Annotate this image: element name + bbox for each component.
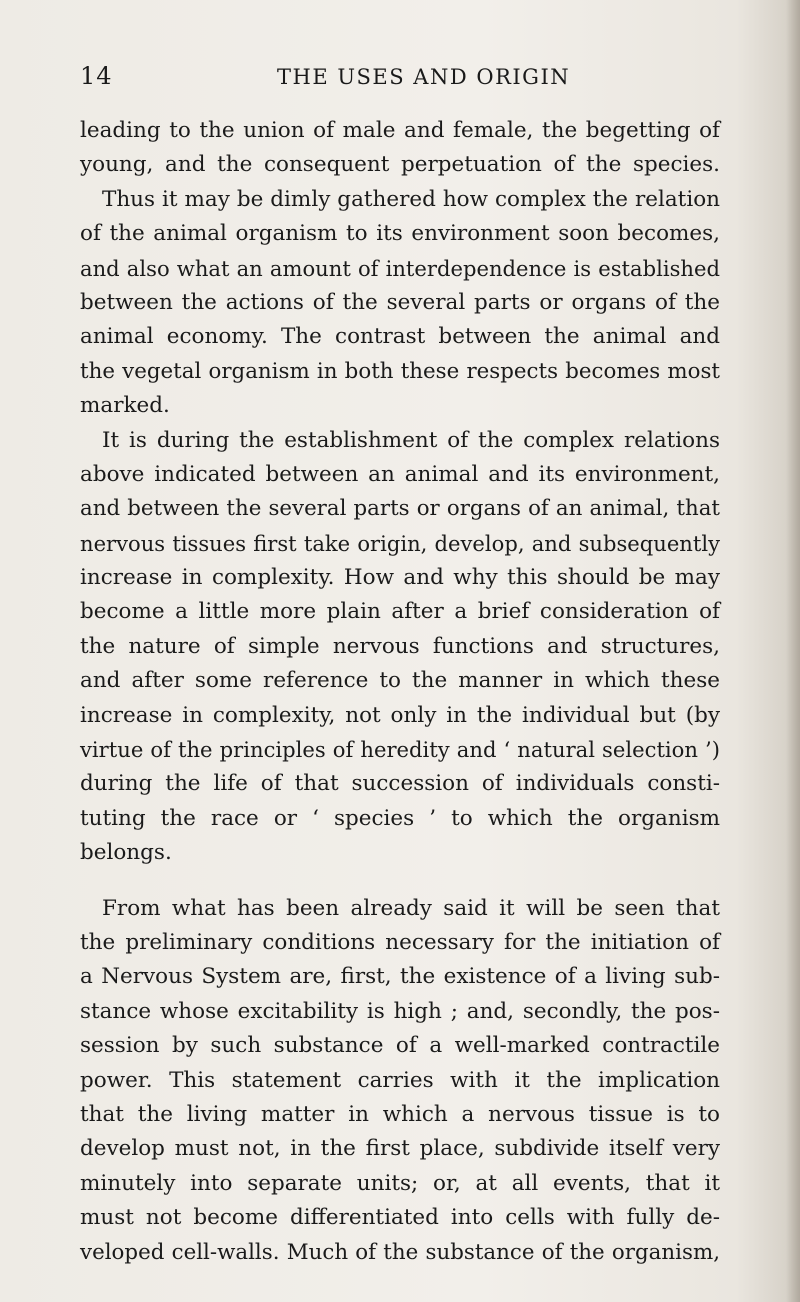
paragraph-1 (80, 114, 720, 424)
text-line: virtue of the principles of heredity and ‘ natural selection ’) (80, 737, 720, 763)
text-line: of the animal organism to its environment soon becomes, (80, 221, 720, 247)
text-line: power. This statement carries with it the implication (80, 1067, 720, 1093)
text-line: veloped cell-walls. Much of the substance of the organism, (80, 1239, 720, 1265)
text-line: increase in complexity. How and why this should be may (80, 565, 720, 591)
text-line: animal economy. The contrast between the animal and (80, 324, 720, 350)
page-edge-shadow (786, 0, 800, 1302)
page-header (80, 62, 720, 98)
text-line: and between the several parts or organs of an animal, that (80, 496, 720, 522)
body-text (80, 114, 720, 1270)
paragraph-2 (80, 424, 720, 871)
text-line: during the life of that succession of individuals consti- (80, 771, 720, 797)
running-head: THE USES AND ORIGIN (277, 65, 571, 89)
text-line: From what has been already said it will be seen that (102, 895, 720, 921)
text-line: and after some reference to the manner in which these (80, 668, 720, 694)
text-line: the vegetal organism in both these respects becomes most (80, 358, 720, 384)
text-line: session by such substance of a well-marked contractile (80, 1033, 720, 1059)
text-line: marked. (80, 393, 170, 419)
text-line: belongs. (80, 840, 172, 866)
text-line: that the living matter in which a nervous tissue is to (80, 1101, 720, 1127)
text-line: above indicated between an animal and its environment, (80, 461, 720, 487)
text-line: It is during the establishment of the complex relations (102, 427, 720, 453)
text-line: become a little more plain after a brief consideration of (80, 599, 720, 625)
text-line: a Nervous System are, first, the existence of a living sub- (80, 964, 720, 990)
text-line: increase in complexity, not only in the individual but (by (80, 702, 720, 728)
text-line: the preliminary conditions necessary for the initiation of (80, 929, 720, 955)
text-line: must not become differentiated into cells with fully de- (80, 1205, 720, 1231)
text-line: minutely into separate units; or, at all events, that it (80, 1170, 720, 1196)
text-line: develop must not, in the first place, subdivide itself very (80, 1136, 720, 1162)
text-line: the nature of simple nervous functions and structures, (80, 633, 720, 659)
text-line: tuting the race or ‘ species ’ to which the organism (80, 805, 720, 831)
text-line: young, and the consequent perpetuation of the species. (80, 152, 720, 178)
text-line: between the actions of the several parts or organs of the (80, 289, 720, 315)
page-number: 14 (80, 62, 113, 90)
text-line: Thus it may be dimly gathered how complex the relation (102, 186, 720, 212)
text-line: and also what an amount of interdependence is established (80, 255, 720, 281)
text-line: leading to the union of male and female, the begetting of (80, 118, 720, 143)
text-line: stance whose excitability is high ; and, secondly, the pos- (80, 998, 720, 1024)
text-line: nervous tissues first take origin, develop, and subsequently (80, 530, 720, 556)
paragraph-3 (80, 892, 720, 1270)
